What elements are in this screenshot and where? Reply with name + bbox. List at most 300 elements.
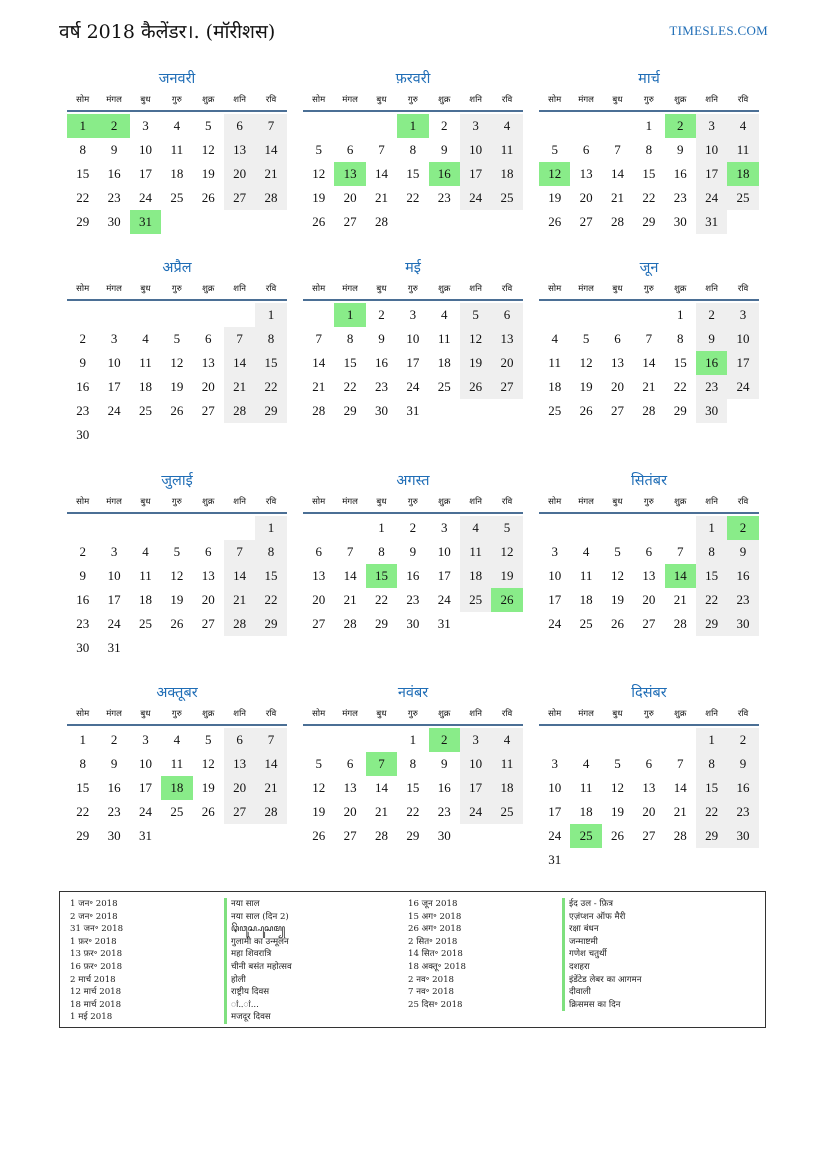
month-name: नवंबर — [397, 685, 429, 701]
day-cell: 8 — [696, 540, 727, 564]
day-cell: 4 — [173, 118, 181, 133]
day-cell: 26 — [312, 828, 326, 843]
holiday-day: 13 — [334, 162, 365, 186]
day-cell: 3 — [441, 520, 448, 535]
legend-date: 1 जन॰ 2018 — [70, 899, 118, 909]
day-cell: 23 — [727, 800, 758, 824]
legend-date: 1 मई 2018 — [70, 1012, 113, 1023]
day-cell: 14 — [673, 780, 687, 795]
day-cell: 4 — [441, 307, 448, 322]
day-cell: 5 — [460, 303, 491, 327]
month-block — [303, 472, 523, 636]
day-cell: 26 — [170, 403, 184, 418]
empty-cell — [366, 728, 397, 752]
day-cell: 9 — [441, 142, 448, 157]
weekday-label: शनि — [469, 709, 482, 719]
day-cell: 15 — [255, 351, 286, 375]
day-cell: 10 — [460, 752, 491, 776]
day-cell: 21 — [255, 162, 286, 186]
day-cell: 28 — [374, 214, 388, 229]
weekday-label: सोम — [76, 284, 90, 294]
weekday-header — [67, 707, 287, 726]
day-cell: 14 — [642, 355, 656, 370]
site-link[interactable]: TIMESLES.COM — [669, 23, 768, 38]
day-cell: 6 — [224, 114, 255, 138]
holiday-day: 15 — [366, 564, 397, 588]
empty-cell — [570, 728, 601, 752]
month-name: सितंबर — [630, 473, 668, 489]
weekday-header — [539, 282, 759, 301]
day-cell: 3 — [460, 728, 491, 752]
day-cell: 24 — [437, 592, 451, 607]
day-cell: 1 — [255, 516, 286, 540]
day-cell: 28 — [224, 399, 255, 423]
day-grid — [539, 516, 759, 636]
day-cell: 10 — [107, 568, 121, 583]
day-cell: 6 — [346, 756, 354, 771]
day-cell: 17 — [460, 776, 491, 800]
day-cell: 25 — [138, 616, 152, 631]
day-cell: 13 — [201, 568, 215, 583]
holiday-day: 2 — [727, 516, 758, 540]
legend-holiday-name: क्रिसमस का दिन — [562, 999, 642, 1012]
day-cell: 28 — [374, 828, 388, 843]
day-cell: 10 — [406, 331, 420, 346]
weekday-label: शुक्र — [202, 95, 215, 105]
weekday-header — [539, 707, 759, 726]
weekday-label: रवि — [265, 284, 277, 294]
legend-holiday-name: मजदूर दिवस — [224, 1011, 292, 1024]
day-cell: 30 — [696, 399, 727, 423]
day-cell: 30 — [406, 616, 420, 631]
day-grid — [67, 728, 287, 848]
day-cell: 18 — [437, 355, 451, 370]
day-grid — [539, 114, 759, 234]
day-cell: 7 — [677, 756, 684, 771]
day-cell: 17 — [548, 804, 562, 819]
empty-cell — [570, 516, 601, 540]
day-cell: 31 — [138, 828, 152, 843]
holiday-day: 16 — [696, 351, 727, 375]
day-cell: 12 — [312, 780, 326, 795]
empty-cell — [539, 516, 570, 540]
day-cell: 22 — [343, 379, 357, 394]
weekday-label: गुरु — [407, 95, 418, 105]
weekday-label: शनि — [469, 284, 482, 294]
day-cell: 30 — [76, 427, 90, 442]
day-cell: 22 — [696, 800, 727, 824]
day-cell: 27 — [343, 214, 357, 229]
day-cell: 29 — [76, 828, 90, 843]
legend-date: 2 जन॰ 2018 — [70, 911, 118, 922]
day-cell: 18 — [579, 592, 593, 607]
day-cell: 13 — [201, 355, 215, 370]
weekday-label: शुक्र — [674, 497, 687, 507]
day-cell: 20 — [642, 592, 656, 607]
empty-cell — [633, 516, 664, 540]
day-cell: 19 — [460, 351, 491, 375]
weekday-label: रवि — [737, 497, 749, 507]
weekday-label: गुरु — [643, 709, 654, 719]
day-cell: 12 — [312, 166, 326, 181]
holiday-day: 2 — [665, 114, 696, 138]
empty-cell — [303, 303, 334, 327]
legend-holiday-name: इंडेंटेड लेबर का आगमन — [562, 974, 642, 987]
day-cell: 4 — [460, 516, 491, 540]
day-cell: 19 — [201, 780, 215, 795]
month-name: दिसंबर — [631, 685, 667, 701]
holiday-day: 12 — [539, 162, 570, 186]
day-grid — [303, 728, 523, 848]
day-cell: 6 — [315, 544, 322, 559]
weekday-label: बुध — [612, 497, 623, 507]
day-cell: 15 — [343, 355, 357, 370]
month-block — [67, 259, 287, 447]
weekday-label: शनि — [469, 95, 482, 105]
day-cell: 12 — [170, 355, 184, 370]
day-cell: 21 — [224, 588, 255, 612]
day-cell: 3 — [696, 114, 727, 138]
legend-holiday-name: चीनी बसंत महोत्सव — [224, 961, 292, 974]
day-cell: 8 — [255, 327, 286, 351]
legend-date: 12 मार्च 2018 — [70, 987, 122, 998]
day-cell: 3 — [110, 544, 118, 559]
day-cell: 9 — [110, 756, 118, 771]
day-cell: 15 — [696, 564, 727, 588]
day-cell: 1 — [378, 520, 385, 535]
weekday-label: शुक्र — [674, 709, 687, 719]
day-cell: 21 — [374, 190, 388, 205]
empty-cell — [67, 303, 98, 327]
day-cell: 10 — [107, 355, 121, 370]
day-cell: 28 — [343, 616, 357, 631]
legend-holidays-left — [224, 898, 292, 1024]
day-cell: 24 — [138, 190, 152, 205]
day-cell: 11 — [579, 780, 593, 795]
day-cell: 19 — [491, 564, 522, 588]
day-cell: 25 — [460, 588, 491, 612]
weekday-label: शनि — [233, 497, 246, 507]
weekday-label: बुध — [140, 95, 151, 105]
weekday-label: शुक्र — [438, 709, 451, 719]
day-cell: 19 — [312, 804, 326, 819]
day-cell: 30 — [727, 612, 758, 636]
day-cell: 16 — [406, 568, 420, 583]
day-cell: 30 — [727, 824, 758, 848]
weekday-label: मंगल — [342, 95, 358, 105]
day-cell: 2 — [727, 728, 758, 752]
day-grid — [539, 728, 759, 872]
weekday-label: शुक्र — [202, 497, 215, 507]
day-cell: 5 — [205, 118, 212, 133]
holiday-day: 31 — [130, 210, 161, 234]
day-cell: 4 — [551, 331, 558, 346]
empty-cell — [193, 516, 224, 540]
day-cell: 13 — [312, 568, 326, 583]
day-cell: 10 — [460, 138, 491, 162]
holiday-day: 1 — [334, 303, 365, 327]
month-name: मई — [405, 260, 421, 276]
day-cell: 9 — [441, 756, 448, 771]
day-cell: 10 — [696, 138, 727, 162]
day-cell: 29 — [696, 824, 727, 848]
day-cell: 4 — [173, 732, 181, 747]
day-cell: 27 — [610, 403, 624, 418]
day-cell: 23 — [76, 616, 90, 631]
holiday-day: 26 — [491, 588, 522, 612]
empty-cell — [570, 114, 601, 138]
weekday-header — [67, 93, 287, 112]
legend-dates-left — [70, 898, 123, 1024]
day-cell: 26 — [548, 214, 562, 229]
weekday-label: रवि — [265, 95, 277, 105]
day-cell: 1 — [255, 303, 286, 327]
day-cell: 20 — [343, 190, 357, 205]
day-cell: 4 — [582, 756, 590, 771]
day-cell: 16 — [727, 564, 758, 588]
day-cell: 27 — [491, 375, 522, 399]
day-grid — [303, 516, 523, 636]
day-cell: 11 — [727, 138, 758, 162]
day-cell: 4 — [142, 331, 149, 346]
day-cell: 17 — [138, 166, 152, 181]
day-cell: 27 — [343, 828, 357, 843]
weekday-label: शुक्र — [202, 284, 215, 294]
day-cell: 21 — [343, 592, 357, 607]
day-cell: 13 — [610, 355, 624, 370]
weekday-label: शनि — [705, 284, 718, 294]
day-cell: 29 — [696, 612, 727, 636]
empty-cell — [67, 516, 98, 540]
day-cell: 9 — [677, 142, 684, 157]
day-cell: 24 — [548, 828, 562, 843]
day-cell: 26 — [201, 804, 215, 819]
day-cell: 11 — [491, 138, 522, 162]
legend-holiday-name: नया साल (दिन 2) — [224, 911, 292, 924]
weekday-label: रवि — [737, 284, 749, 294]
weekday-label: सोम — [548, 284, 562, 294]
day-cell: 4 — [727, 114, 758, 138]
day-cell: 29 — [343, 403, 357, 418]
day-cell: 7 — [677, 544, 684, 559]
empty-cell — [665, 728, 696, 752]
day-cell: 7 — [378, 142, 385, 157]
day-cell: 14 — [312, 355, 326, 370]
weekday-label: रवि — [501, 284, 513, 294]
legend-holiday-name: नया साल — [224, 898, 292, 911]
holiday-day: 1 — [67, 114, 98, 138]
month-name: अप्रैल — [162, 260, 192, 276]
day-cell: 24 — [460, 800, 491, 824]
day-cell: 27 — [579, 214, 593, 229]
day-cell: 3 — [551, 756, 558, 771]
day-grid — [303, 114, 523, 234]
empty-cell — [98, 303, 129, 327]
legend-date: 2 नव॰ 2018 — [408, 974, 455, 985]
empty-cell — [633, 728, 664, 752]
day-cell: 23 — [107, 804, 121, 819]
day-cell: 17 — [437, 568, 451, 583]
day-cell: 27 — [201, 403, 215, 418]
day-cell: 14 — [224, 351, 255, 375]
day-cell: 18 — [460, 564, 491, 588]
day-cell: 28 — [642, 403, 656, 418]
day-grid — [67, 114, 287, 234]
weekday-label: मंगल — [578, 284, 594, 294]
day-cell: 6 — [645, 756, 653, 771]
weekday-label: सोम — [548, 709, 562, 719]
day-cell: 21 — [610, 190, 624, 205]
day-cell: 29 — [76, 214, 90, 229]
day-cell: 24 — [107, 403, 121, 418]
weekday-label: मंगल — [106, 95, 122, 105]
day-cell: 18 — [138, 379, 152, 394]
day-cell: 17 — [548, 592, 562, 607]
weekday-label: गुरु — [171, 497, 182, 507]
empty-cell — [334, 516, 365, 540]
day-cell: 28 — [610, 214, 624, 229]
day-cell: 9 — [110, 142, 118, 157]
holiday-legend — [59, 891, 766, 1028]
empty-cell — [130, 516, 161, 540]
day-cell: 7 — [255, 728, 286, 752]
weekday-label: गुरु — [171, 95, 182, 105]
empty-cell — [602, 516, 633, 540]
day-cell: 29 — [642, 214, 656, 229]
month-name: जून — [639, 260, 659, 276]
day-cell: 1 — [696, 516, 727, 540]
weekday-label: बुध — [612, 95, 623, 105]
month-block — [67, 684, 287, 848]
day-cell: 30 — [107, 828, 121, 843]
weekday-label: बुध — [140, 284, 151, 294]
day-cell: 27 — [224, 800, 255, 824]
day-cell: 13 — [224, 752, 255, 776]
day-cell: 15 — [406, 780, 420, 795]
legend-holiday-name: गणेश चतुर्थी — [562, 948, 642, 961]
day-cell: 22 — [696, 588, 727, 612]
day-cell: 1 — [645, 118, 653, 133]
day-cell: 6 — [346, 142, 354, 157]
day-cell: 21 — [312, 379, 326, 394]
day-cell: 15 — [76, 166, 90, 181]
legend-date: 18 मार्च 2018 — [70, 999, 122, 1010]
day-cell: 16 — [76, 379, 90, 394]
day-cell: 13 — [343, 780, 357, 795]
day-cell: 13 — [642, 568, 656, 583]
legend-holiday-name: गुलामी का उन्मूलन — [224, 936, 292, 949]
day-cell: 30 — [107, 214, 121, 229]
day-cell: 7 — [346, 544, 354, 559]
empty-cell — [366, 114, 397, 138]
day-cell: 18 — [491, 162, 522, 186]
day-cell: 22 — [406, 190, 420, 205]
weekday-header — [303, 93, 523, 112]
day-cell: 15 — [696, 776, 727, 800]
day-cell: 5 — [614, 756, 621, 771]
day-cell: 20 — [491, 351, 522, 375]
weekday-label: बुध — [376, 284, 387, 294]
weekday-label: शुक्र — [674, 284, 687, 294]
day-cell: 25 — [170, 804, 184, 819]
day-cell: 19 — [201, 166, 215, 181]
day-cell: 28 — [255, 186, 286, 210]
day-cell: 22 — [642, 190, 656, 205]
day-cell: 31 — [696, 210, 727, 234]
day-cell: 3 — [142, 732, 149, 747]
weekday-label: बुध — [376, 497, 387, 507]
day-cell: 11 — [437, 331, 451, 346]
legend-date: 31 जन॰ 2018 — [70, 924, 124, 935]
empty-cell — [224, 303, 255, 327]
day-cell: 16 — [437, 780, 451, 795]
day-cell: 20 — [201, 379, 215, 394]
legend-date: 14 सित॰ 2018 — [408, 949, 463, 960]
legend-date: 16 जून 2018 — [408, 899, 458, 909]
day-grid — [539, 303, 759, 423]
weekday-label: बुध — [140, 497, 151, 507]
day-cell: 6 — [614, 331, 621, 346]
day-cell: 8 — [255, 540, 286, 564]
day-cell: 16 — [374, 355, 388, 370]
day-cell: 14 — [374, 166, 388, 181]
day-cell: 3 — [727, 303, 758, 327]
holiday-day: 1 — [397, 114, 428, 138]
legend-holiday-name: जन्माष्टमी — [562, 936, 642, 949]
day-cell: 12 — [201, 142, 215, 157]
day-cell: 23 — [437, 190, 451, 205]
month-block — [539, 472, 759, 636]
empty-cell — [334, 114, 365, 138]
day-cell: 21 — [673, 804, 687, 819]
month-block — [67, 70, 287, 234]
day-cell: 24 — [138, 804, 152, 819]
weekday-label: शुक्र — [202, 709, 215, 719]
day-cell: 28 — [224, 612, 255, 636]
month-name: फ़रवरी — [395, 71, 431, 87]
day-cell: 5 — [582, 331, 590, 346]
holiday-day: 14 — [665, 564, 696, 588]
weekday-label: गुरु — [407, 709, 418, 719]
weekday-label: मंगल — [106, 709, 122, 719]
month-block — [303, 684, 523, 848]
day-cell: 24 — [696, 186, 727, 210]
day-cell: 27 — [224, 186, 255, 210]
day-cell: 21 — [255, 776, 286, 800]
weekday-label: सोम — [312, 95, 326, 105]
weekday-header — [67, 282, 287, 301]
day-cell: 26 — [170, 616, 184, 631]
day-cell: 10 — [138, 756, 152, 771]
day-cell: 16 — [76, 592, 90, 607]
weekday-header — [67, 495, 287, 514]
holiday-day: 2 — [429, 728, 460, 752]
day-cell: 26 — [610, 828, 624, 843]
day-cell: 22 — [76, 190, 90, 205]
day-cell: 27 — [312, 616, 326, 631]
weekday-label: सोम — [76, 709, 90, 719]
day-cell: 31 — [406, 403, 420, 418]
legend-date: 2 मार्च 2018 — [70, 974, 116, 985]
weekday-label: गुरु — [171, 709, 182, 719]
day-cell: 24 — [460, 186, 491, 210]
weekday-label: शनि — [469, 497, 482, 507]
day-cell: 4 — [142, 544, 149, 559]
empty-cell — [303, 516, 334, 540]
day-cell: 6 — [224, 728, 255, 752]
day-cell: 10 — [437, 544, 451, 559]
day-cell: 5 — [205, 732, 212, 747]
